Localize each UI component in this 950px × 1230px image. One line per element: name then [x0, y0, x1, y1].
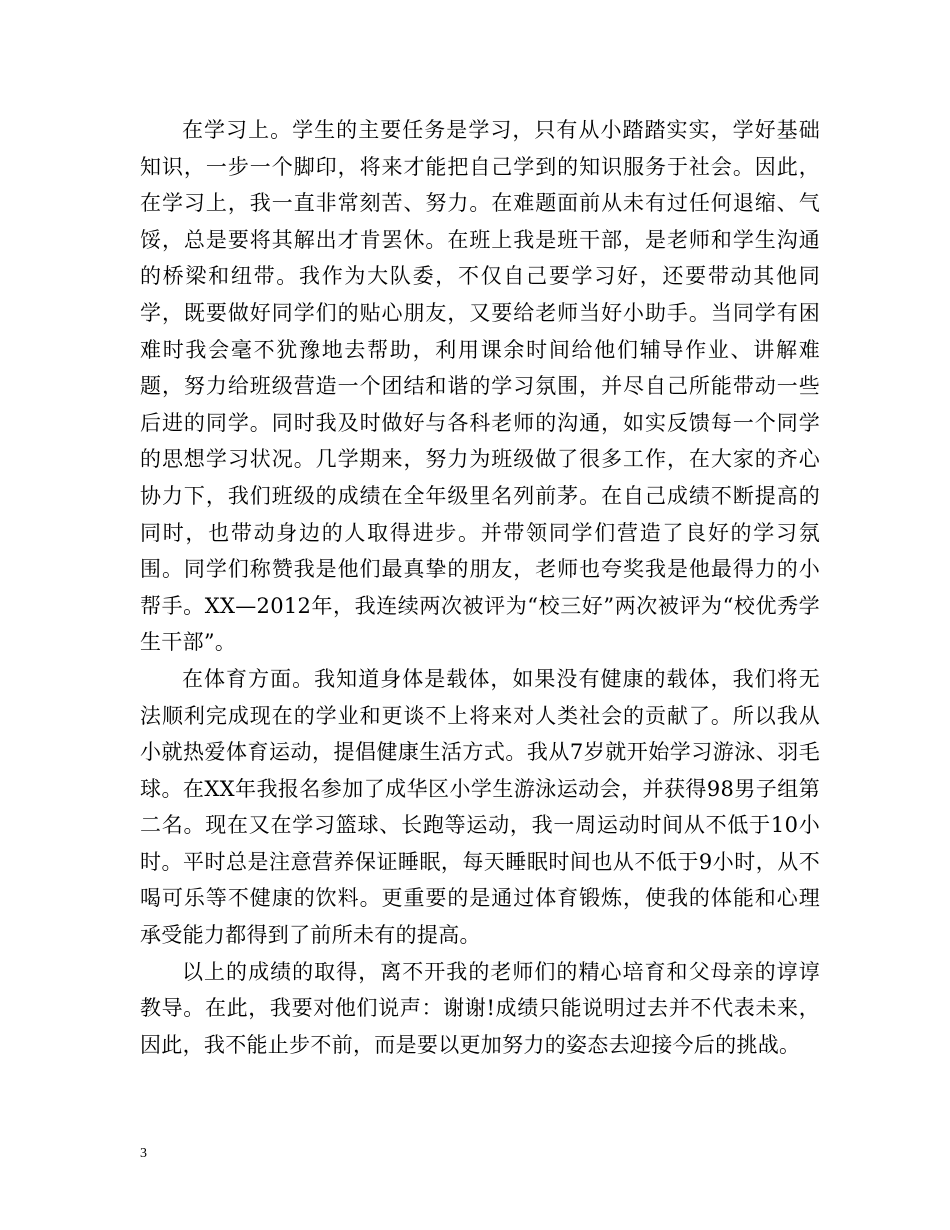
page-number: 3	[140, 1146, 147, 1161]
paragraph-study: 在学习上。学生的主要任务是学习，只有从小踏踏实实，学好基础知识，一步一个脚印，将来才能把自己学到的知识服务于社会。因此，在学习上，我一直非常刻苦、努力。在难题面前从未有过任何退缩、气馁，总是要将其解出才肯罢休。在班上我是班干部，是老师和学生沟通的桥梁和纽带。我作为大队委，不仅自己要学习好，还要带动其他同学，既要做好同学们的贴心朋友，又要给老师当好小助手。当同学有困难时我会毫不犹豫地去帮助，利用课余时间给他们辅导作业、讲解难题，努力给班级营造一个团结和谐的学习氛围，并尽自己所能带动一些后进的同学。同时我及时做好与各科老师的沟通，如实反馈每一个同学的思想学习状况。几学期来，努力为班级做了很多工作，在大家的齐心协力下，我们班级的成绩在全年级里名列前茅。在自己成绩不断提高的同时，也带动身边的人取得进步。并带领同学们营造了良好的学习氛围。同学们称赞我是他们最真挚的朋友，老师也夸奖我是他最得力的小帮手。XX—2012年，我连续两次被评为“校三好”两次被评为“校优秀学生干部”。	[140, 118, 820, 655]
document-body	[140, 112, 820, 1063]
paragraph-sports: 在体育方面。我知道身体是载体，如果没有健康的载体，我们将无法顺利完成现在的学业和更谈不上将来对人类社会的贡献了。所以我从小就热爱体育运动，提倡健康生活方式。我从7岁就开始学习游泳、羽毛球。在XX年我报名参加了成华区小学生游泳运动会，并获得98男子组第二名。现在又在学习篮球、长跑等运动，我一周运动时间从不低于10小时。平时总是注意营养保证睡眠，每天睡眠时间也从不低于9小时，从不喝可乐等不健康的饮料。更重要的是通过体育锻炼，使我的体能和心理承受能力都得到了前所未有的提高。	[140, 666, 820, 948]
paragraph-conclusion: 以上的成绩的取得，离不开我的老师们的精心培育和父母亲的谆谆教导。在此，我要对他们说声：谢谢!成绩只能说明过去并不代表未来，因此，我不能止步不前，而是要以更加努力的姿态去迎接今后的挑战。	[140, 959, 820, 1057]
